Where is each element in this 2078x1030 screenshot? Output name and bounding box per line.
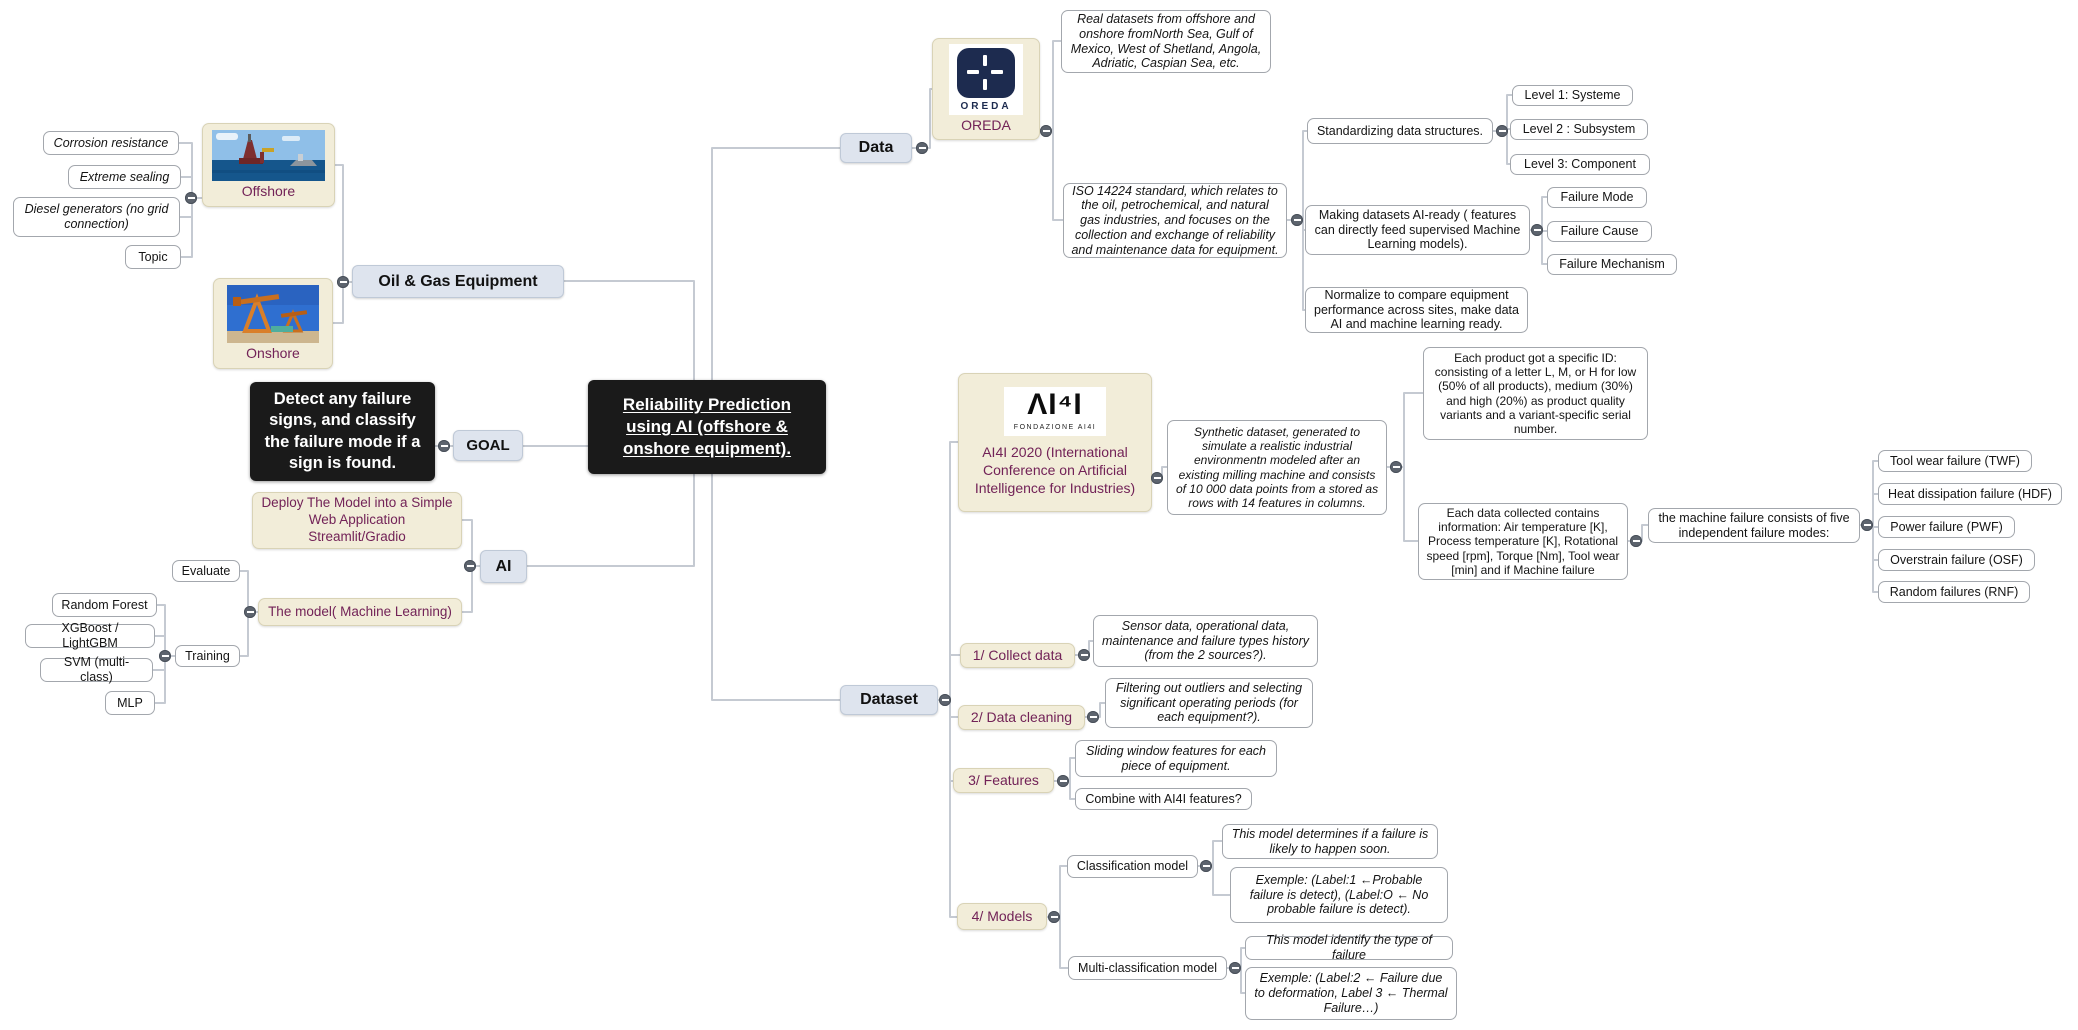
node-failure-mode[interactable]: Failure Mode (1547, 187, 1647, 208)
node-cleaning-note[interactable]: Filtering out outliers and selecting significant operating periods (for each equipment?). (1105, 678, 1313, 728)
node-diesel-generators[interactable]: Diesel generators (no grid connection) (13, 197, 180, 237)
node-evaluate[interactable]: Evaluate (172, 560, 240, 582)
node-data-cleaning[interactable]: 2/ Data cleaning (958, 705, 1085, 730)
ai4i-logo-mark: ΛI⁴I (1027, 388, 1083, 422)
collapse-toggle[interactable] (1078, 649, 1090, 661)
node-features[interactable]: 3/ Features (953, 768, 1054, 793)
node-extreme-sealing[interactable]: Extreme sealing (68, 165, 181, 189)
node-making-ai-ready[interactable]: Making datasets AI-ready ( features can directly feed supervised Machine Learning models). (1305, 205, 1530, 255)
collapse-toggle[interactable] (159, 650, 171, 662)
node-topic[interactable]: Topic (125, 245, 181, 269)
offshore-photo (212, 130, 325, 181)
oil-gas-equipment-node[interactable]: Oil & Gas Equipment (352, 265, 564, 298)
node-corrosion-resistance[interactable]: Corrosion resistance (43, 131, 179, 155)
goal-node[interactable]: GOAL (453, 430, 523, 461)
collapse-toggle[interactable] (1057, 775, 1069, 787)
node-training[interactable]: Training (175, 645, 240, 667)
node-real-datasets[interactable]: Real datasets from offshore and onshore fromNorth Sea, Gulf of Mexico, West of Shetland, Angola, Adriatic, Caspian Sea, etc. (1061, 10, 1271, 73)
ai-node[interactable]: AI (480, 550, 527, 583)
dataset-node[interactable]: Dataset (840, 685, 938, 715)
node-multi-classification-model[interactable]: Multi-classification model (1068, 956, 1227, 980)
offshore-label: Offshore (241, 182, 296, 199)
oreda-logo (949, 44, 1023, 116)
node-synthetic-dataset[interactable]: Synthetic dataset, generated to simulate a realistic industrial environmentn modeled after an existing milling machine and consists of 10 000 data points from a stored as rows with 14 features in columns. (1167, 420, 1387, 515)
node-standardizing[interactable]: Standardizing data structures. (1307, 118, 1493, 144)
collapse-toggle[interactable] (1087, 711, 1099, 723)
collapse-toggle[interactable] (1040, 125, 1052, 137)
offshore-node[interactable] (202, 123, 335, 207)
node-models[interactable]: 4/ Models (957, 903, 1047, 930)
ai4i-logo (1004, 387, 1106, 436)
data-node[interactable]: Data (840, 133, 912, 163)
node-mlp[interactable]: MLP (105, 691, 155, 715)
node-level-1[interactable]: Level 1: Systeme (1512, 85, 1633, 106)
node-hdf[interactable]: Heat dissipation failure (HDF) (1878, 483, 2062, 505)
oreda-node[interactable] (932, 38, 1040, 140)
collapse-toggle[interactable] (1048, 911, 1060, 923)
collapse-toggle[interactable] (1200, 860, 1212, 872)
oreda-label: OREDA (961, 117, 1011, 133)
node-multi-note[interactable]: This model identify the type of failure (1245, 936, 1453, 960)
collapse-toggle[interactable] (1630, 535, 1642, 547)
collapse-toggle[interactable] (1390, 461, 1402, 473)
node-the-model[interactable]: The model( Machine Learning) (258, 598, 462, 626)
node-normalize[interactable]: Normalize to compare equipment performance across sites, make data AI and machine learning ready. (1305, 287, 1528, 333)
collapse-toggle[interactable] (1229, 962, 1241, 974)
node-twf[interactable]: Tool wear failure (TWF) (1878, 450, 2032, 472)
collapse-toggle[interactable] (916, 142, 928, 154)
node-random-forest[interactable]: Random Forest (52, 593, 157, 617)
node-xgboost-lightgbm[interactable]: XGBoost / LightGBM (25, 624, 155, 648)
node-classification-model[interactable]: Classification model (1067, 855, 1198, 878)
node-classification-example[interactable]: Exemple: (Label:1 ←Probable failure is detect), (Label:O ← No probable failure is detect). (1230, 867, 1448, 923)
central-topic[interactable]: Reliability Prediction using AI (offshore & onshore equipment). (588, 380, 826, 474)
collapse-toggle[interactable] (1151, 472, 1163, 484)
node-collect-data[interactable]: 1/ Collect data (960, 643, 1075, 668)
oreda-logo-text: OREDA (960, 100, 1012, 112)
collapse-toggle[interactable] (1496, 125, 1508, 137)
collapse-toggle[interactable] (337, 276, 349, 288)
node-failure-modes-intro[interactable]: the machine failure consists of five independent failure modes: (1648, 508, 1860, 543)
node-svm[interactable]: SVM (multi-class) (40, 658, 153, 682)
collapse-toggle[interactable] (939, 694, 951, 706)
collapse-toggle[interactable] (1531, 224, 1543, 236)
node-osf[interactable]: Overstrain failure (OSF) (1878, 549, 2035, 571)
node-data-info[interactable]: Each data collected contains information: Air temperature [K], Process temperature [K], Rotational speed [rpm], Torque [Nm], Tool wear [min] and if Machine failure (1418, 503, 1628, 580)
node-level-2[interactable]: Level 2 : Subsystem (1510, 119, 1648, 140)
node-classification-note[interactable]: This model determines if a failure is likely to happen soon. (1222, 824, 1438, 859)
ai4i-logo-sub: FONDAZIONE AI4I (1013, 424, 1097, 432)
collapse-toggle[interactable] (1861, 519, 1873, 531)
node-level-3[interactable]: Level 3: Component (1510, 154, 1650, 175)
onshore-node[interactable] (213, 278, 333, 369)
ai4i-label: AI4I 2020 (International Conference on Artificial Intelligence for Industries) (974, 444, 1136, 497)
collapse-toggle[interactable] (244, 606, 256, 618)
node-sliding-window[interactable]: Sliding window features for each piece of equipment. (1075, 740, 1277, 777)
ai4i-node[interactable] (958, 373, 1152, 512)
collapse-toggle[interactable] (185, 192, 197, 204)
node-product-id[interactable]: Each product got a specific ID: consisting of a letter L, M, or H for low (50% of all products), medium (30%) and high (20%) as product quality variants and a variant-specific serial number. (1423, 347, 1648, 440)
onshore-photo (227, 285, 319, 343)
node-rnf[interactable]: Random failures (RNF) (1878, 581, 2030, 603)
collapse-toggle[interactable] (464, 560, 476, 572)
goal-note[interactable]: Detect any failure signs, and classify the failure mode if a sign is found. (250, 382, 435, 481)
node-collect-note[interactable]: Sensor data, operational data, maintenance and failure types history (from the 2 sources?). (1093, 615, 1318, 667)
node-deploy-model[interactable]: Deploy The Model into a Simple Web Application Streamlit/Gradio (252, 492, 462, 549)
collapse-toggle[interactable] (438, 440, 450, 452)
node-pwf[interactable]: Power failure (PWF) (1878, 516, 2015, 538)
collapse-toggle[interactable] (1291, 214, 1303, 226)
node-failure-cause[interactable]: Failure Cause (1547, 221, 1652, 242)
node-multi-example[interactable]: Exemple: (Label:2 ← Failure due to deformation, Label 3 ← Thermal Failure…) (1245, 967, 1457, 1020)
onshore-label: Onshore (246, 344, 300, 361)
node-combine-ai4i[interactable]: Combine with AI4I features? (1075, 788, 1252, 810)
node-iso-14224[interactable]: ISO 14224 standard, which relates to the oil, petrochemical, and natural gas industries, and focuses on the collection and exchange of reliability and maintenance data for equipment. (1063, 183, 1287, 258)
node-failure-mechanism[interactable]: Failure Mechanism (1547, 254, 1677, 275)
